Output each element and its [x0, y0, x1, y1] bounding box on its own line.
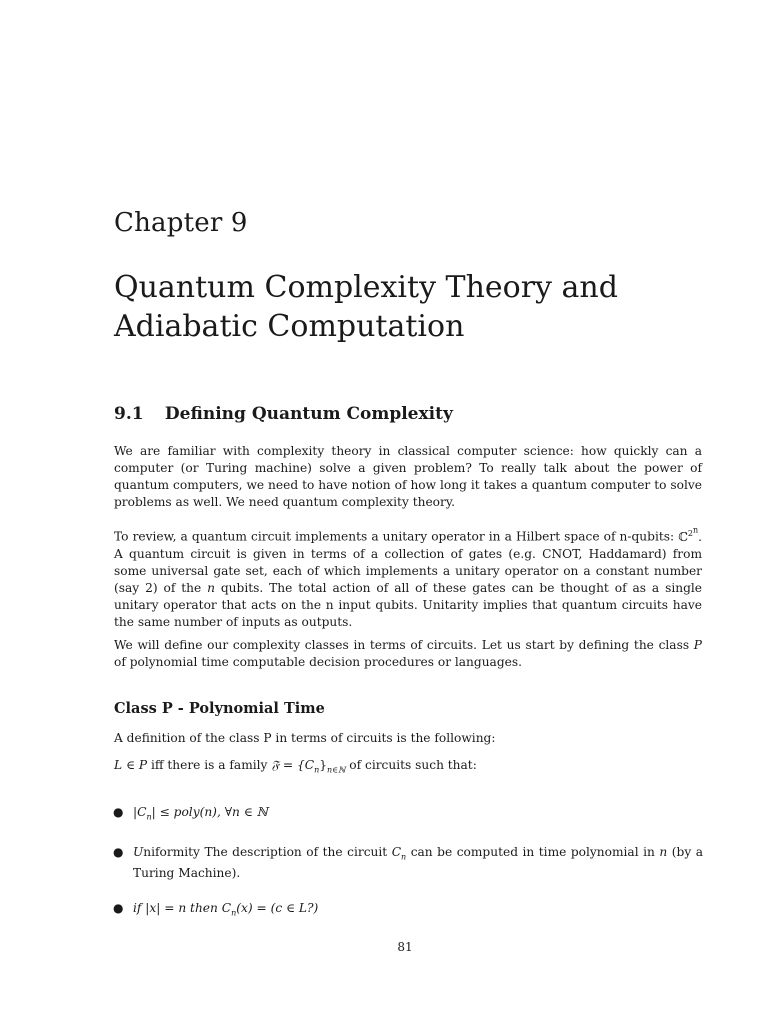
bullet-decision: ● if |x| = n then $C_n(x) = (c$ ∈ L?) — [113, 901, 319, 918]
bullet-icon: ● — [113, 845, 124, 859]
section-title: Defining Quantum Complexity — [164, 404, 453, 424]
family-definition: L ∈ P iff there is a family 𝔉 = $\{C_n\}_{n\in ℕ}$ of circuits such that: — [114, 758, 477, 775]
bullet-uniformity: ● Uniformity The description of the circuit $C_n$ can be computed in time polynomial in n (by a Turing Machine). — [113, 845, 704, 881]
subsection-heading: Class P - Polynomial Time — [114, 700, 325, 717]
n-variable: n — [207, 580, 215, 595]
section-heading — [114, 404, 453, 424]
page-number: 81 — [397, 940, 413, 954]
paragraph-review — [114, 521, 702, 631]
bullet-icon: ● — [113, 805, 124, 819]
definition-intro: A definition of the class P in terms of circuits is the following: — [114, 731, 496, 745]
paragraph-intro: We are familiar with complexity theory in classical computer science: how quickly can a computer (or Turing machine) solve a given problem? To really talk about the power of quantum computers, we need to have notion of how long it takes a quantum computer to solve problems as well. We need quantum complexity theory. — [114, 444, 702, 509]
chapter-title: Quantum Complexity Theory and Adiabatic Computation — [114, 270, 618, 344]
paragraph-classes: We will define our complexity classes in terms of circuits. Let us start by defining the class P of polynomial time computable decision procedures or languages. — [114, 638, 702, 669]
class-p-variable: P — [693, 638, 702, 652]
section-number: 9.1 — [114, 404, 144, 424]
chapter-label: Chapter 9 — [114, 208, 248, 238]
review-tail: qubits. The total action of all of these gates can be thought of as a single unitary operator that acts on the n input qubits. Unitarity implies that quantum circuits have the same number of inputs as outputs. — [114, 580, 702, 629]
hilbert-space: ℂ$^{2^n}$. — [678, 525, 703, 544]
review-body: A quantum circuit is given in terms of a collection of gates (e.g. CNOT, Haddamard) from some universal gate set, each of which implements a unitary operator on a constant number (say 2) of the — [114, 546, 702, 595]
bullet-icon: ● — [113, 901, 124, 915]
bullet-size-bound: ● $|C_n|$ ≤ poly(n), ∀n ∈ ℕ — [113, 805, 268, 822]
review-lead: To review, a quantum circuit implements a unitary operator in a Hilbert space of n-qubits: — [114, 529, 675, 544]
